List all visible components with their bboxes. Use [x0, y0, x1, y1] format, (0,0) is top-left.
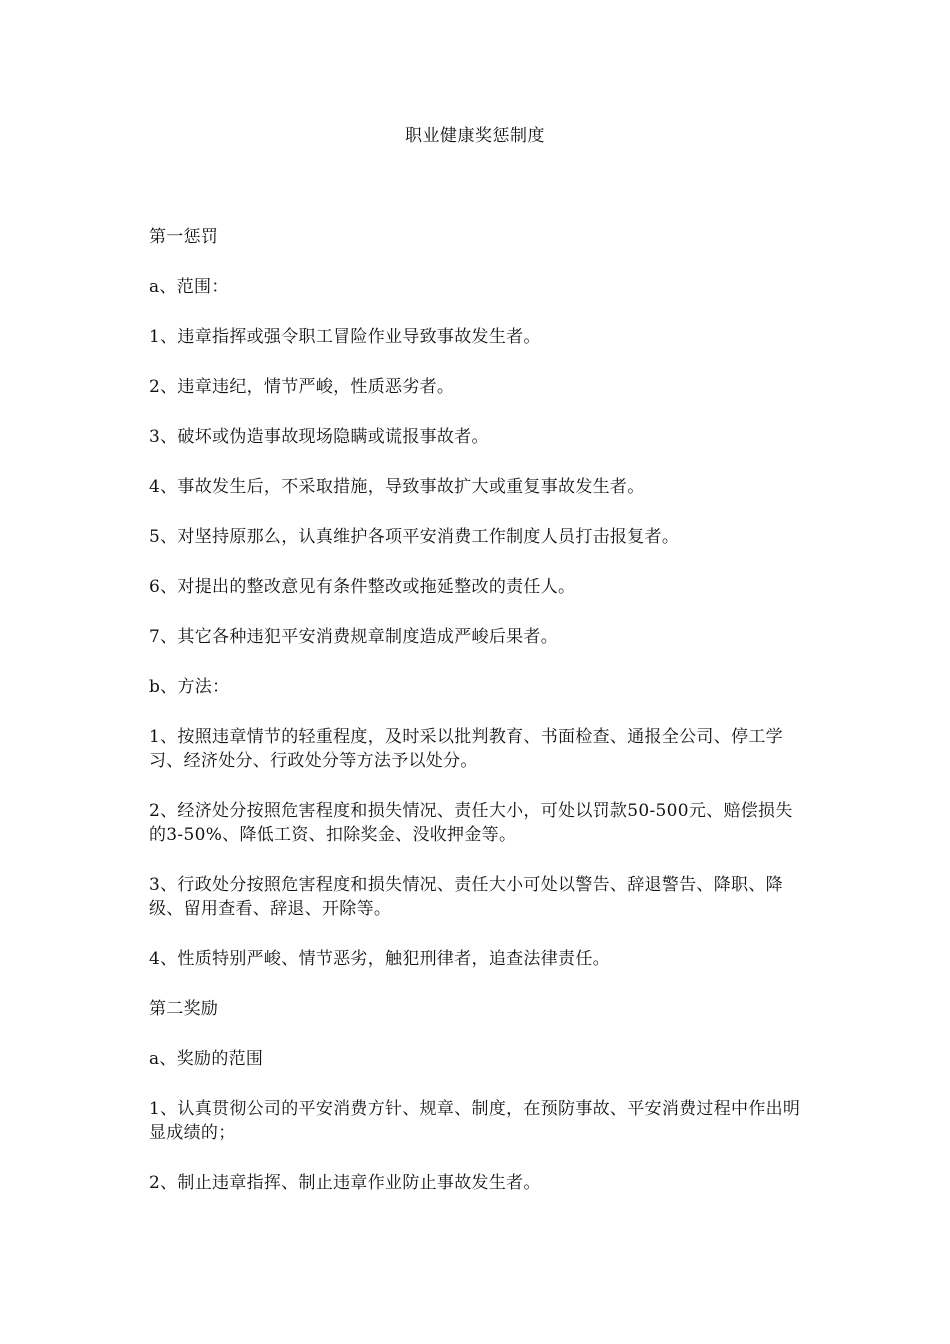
list-item: 5、对坚持原那么，认真维护各项平安消费工作制度人员打击报复者。: [149, 527, 680, 547]
list-item: 4、事故发生后，不采取措施，导致事故扩大或重复事故发生者。: [149, 477, 645, 497]
subsection-methods: b、方法：: [149, 677, 230, 697]
section-heading-reward: 第二奖励: [149, 999, 219, 1019]
list-item: 2、制止违章指挥、制止违章作业防止事故发生者。: [149, 1173, 541, 1193]
list-item: 7、其它各种违犯平安消费规章制度造成严峻后果者。: [149, 627, 559, 647]
subsection-scope: a、范围：: [149, 277, 229, 297]
list-item: 1、违章指挥或强令职工冒险作业导致事故发生者。: [149, 327, 541, 347]
list-item: 2、违章违纪，情节严峻，性质恶劣者。: [149, 377, 455, 397]
document-title: 职业健康奖惩制度: [405, 126, 545, 146]
section-heading-punishment: 第一惩罚: [149, 227, 219, 247]
document-body: [149, 225, 801, 1221]
list-item: 3、行政处分按照危害程度和损失情况、责任大小可处以警告、辞退警告、降职、降级、留用查看、辞退、开除等。: [149, 875, 783, 919]
list-item: 1、按照违章情节的轻重程度，及时采以批判教育、书面检查、通报全公司、停工学习、经济处分、行政处分等方法予以处分。: [149, 727, 783, 771]
list-item: 1、认真贯彻公司的平安消费方针、规章、制度，在预防事故、平安消费过程中作出明显成绩的；: [149, 1099, 801, 1143]
subsection-reward-scope: a、奖励的范围: [149, 1049, 264, 1069]
list-item: 6、对提出的整改意见有条件整改或拖延整改的责任人。: [149, 577, 576, 597]
list-item: 2、经济处分按照危害程度和损失情况、责任大小，可处以罚款50-500元、赔偿损失的3-50%、降低工资、扣除奖金、没收押金等。: [149, 801, 793, 845]
list-item: 3、破坏或伪造事故现场隐瞒或谎报事故者。: [149, 427, 489, 447]
list-item: 4、性质特别严峻、情节恶劣，触犯刑律者，追查法律责任。: [149, 949, 610, 969]
